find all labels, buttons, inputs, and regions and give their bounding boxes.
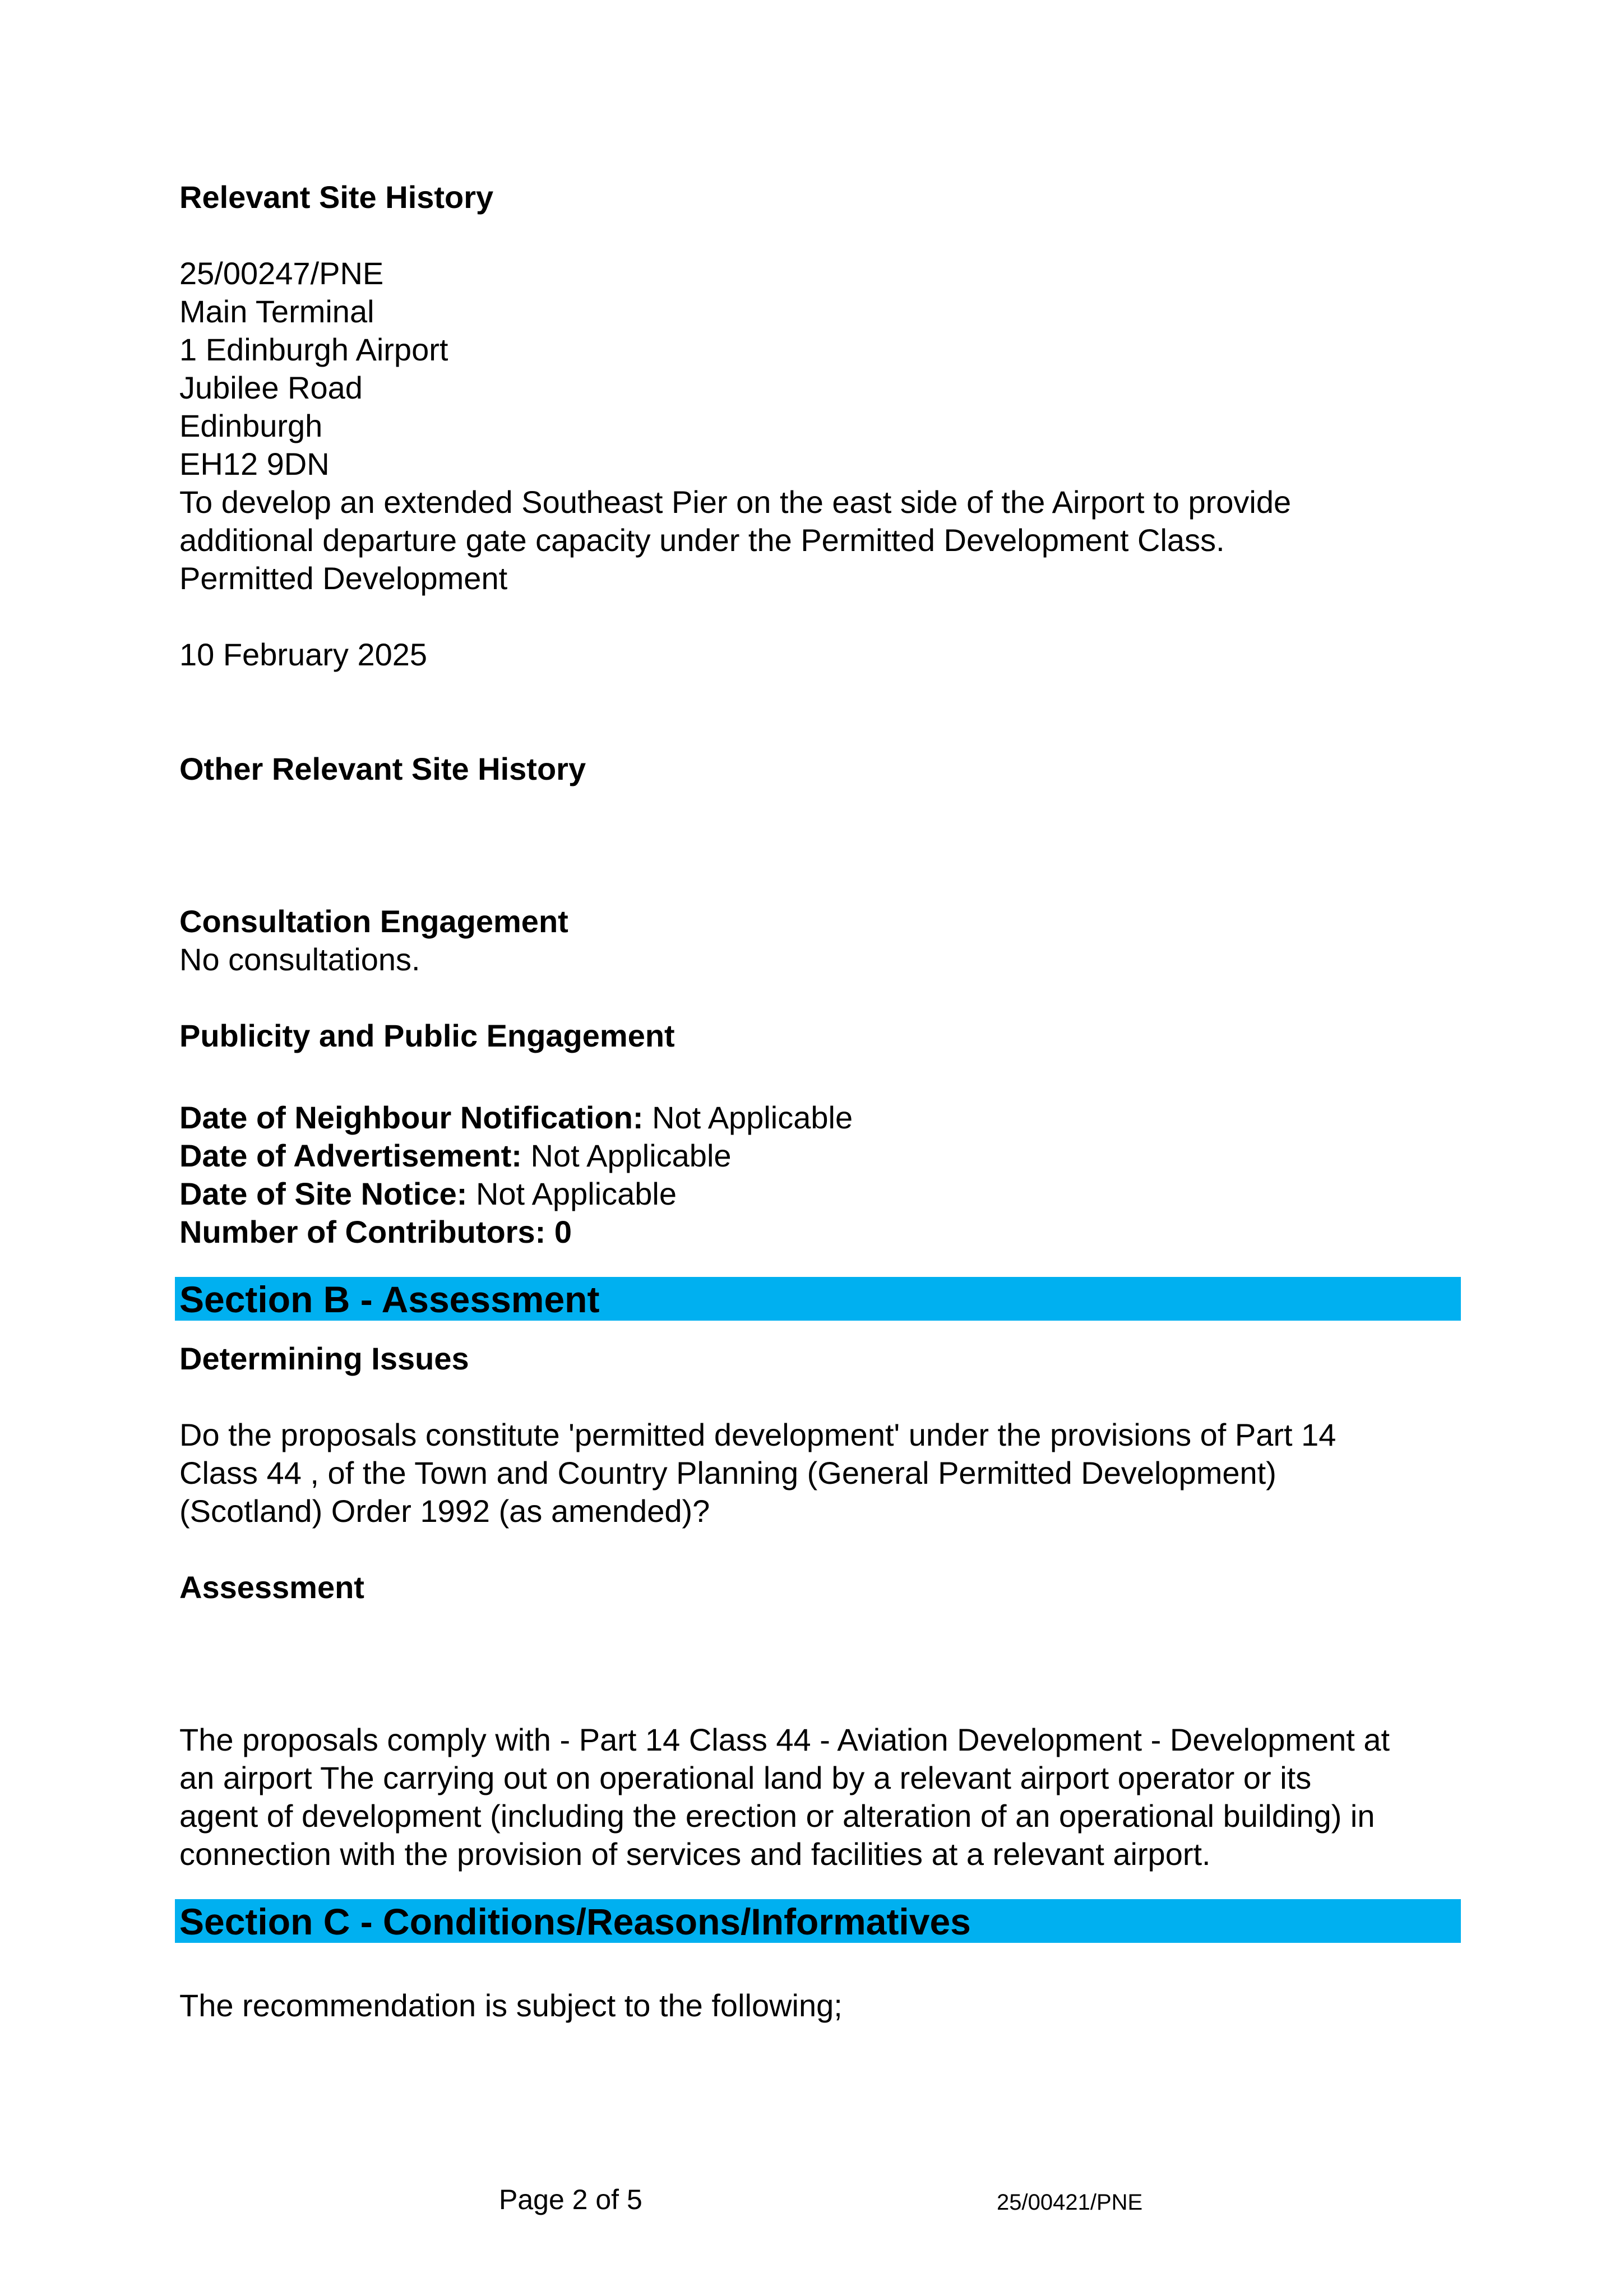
advertisement-row: [179, 1137, 1463, 1175]
site-history-reference: 25/00247/PNE: [179, 256, 384, 291]
assessment-line: agent of development (including the erection or alteration of an operational building) in: [179, 1798, 1375, 1834]
consultation-heading: Consultation Engagement: [179, 904, 568, 939]
publicity-heading: Publicity and Public Engagement: [179, 1018, 675, 1053]
site-history-address-line: Main Terminal: [179, 294, 374, 329]
consultation-text: No consultations.: [179, 942, 420, 977]
document-content: [179, 178, 1463, 2025]
site-history-address-line: Jubilee Road: [179, 370, 363, 405]
site-history-address-line: Edinburgh: [179, 408, 323, 443]
site-notice-label: Date of Site Notice:: [179, 1176, 468, 1211]
neighbour-notification-label: Date of Neighbour Notification:: [179, 1100, 644, 1135]
advertisement-value: Not Applicable: [521, 1138, 732, 1173]
contributors-count: Number of Contributors: 0: [179, 1214, 572, 1249]
other-history-heading: Other Relevant Site History: [179, 751, 586, 786]
determining-issues-heading: Determining Issues: [179, 1341, 469, 1376]
assessment-line: an airport The carrying out on operational land by a relevant airport operator or its: [179, 1760, 1312, 1795]
site-history-description-line: additional departure gate capacity under the Permitted Development Class.: [179, 522, 1225, 558]
site-history-description-line: To develop an extended Southeast Pier on the east side of the Airport to provide: [179, 484, 1292, 520]
site-history-address-line: 1 Edinburgh Airport: [179, 332, 448, 367]
section-b-title: Section B - Assessment: [175, 1277, 1461, 1321]
assessment-line: The proposals comply with - Part 14 Class 44 - Aviation Development - Development at: [179, 1722, 1390, 1757]
site-notice-row: [179, 1175, 1463, 1213]
assessment-heading: Assessment: [179, 1570, 364, 1605]
site-history-address-line: EH12 9DN: [179, 446, 330, 482]
determining-issues-line: Class 44 , of the Town and Country Planning (General Permitted Development): [179, 1455, 1276, 1490]
determining-issues-line: Do the proposals constitute 'permitted development' under the provisions of Part 14: [179, 1417, 1336, 1452]
site-history-decision: Permitted Development: [179, 561, 508, 596]
determining-issues-line: (Scotland) Order 1992 (as amended)?: [179, 1493, 710, 1529]
neighbour-notification-value: Not Applicable: [643, 1100, 853, 1135]
section-c-text: The recommendation is subject to the following;: [179, 1988, 843, 2023]
footer-reference: 25/00421/PNE: [997, 2190, 1143, 2215]
section-c-title: Section C - Conditions/Reasons/Informatives: [175, 1899, 1461, 1943]
neighbour-notification-row: [179, 1099, 1463, 1137]
assessment-line: connection with the provision of services and facilities at a relevant airport.: [179, 1836, 1211, 1872]
advertisement-label: Date of Advertisement:: [179, 1138, 522, 1173]
footer-page-number: Page 2 of 5: [499, 2184, 642, 2215]
site-history-date: 10 February 2025: [179, 637, 428, 672]
site-history-heading: Relevant Site History: [179, 179, 494, 215]
site-notice-value: Not Applicable: [467, 1176, 677, 1211]
